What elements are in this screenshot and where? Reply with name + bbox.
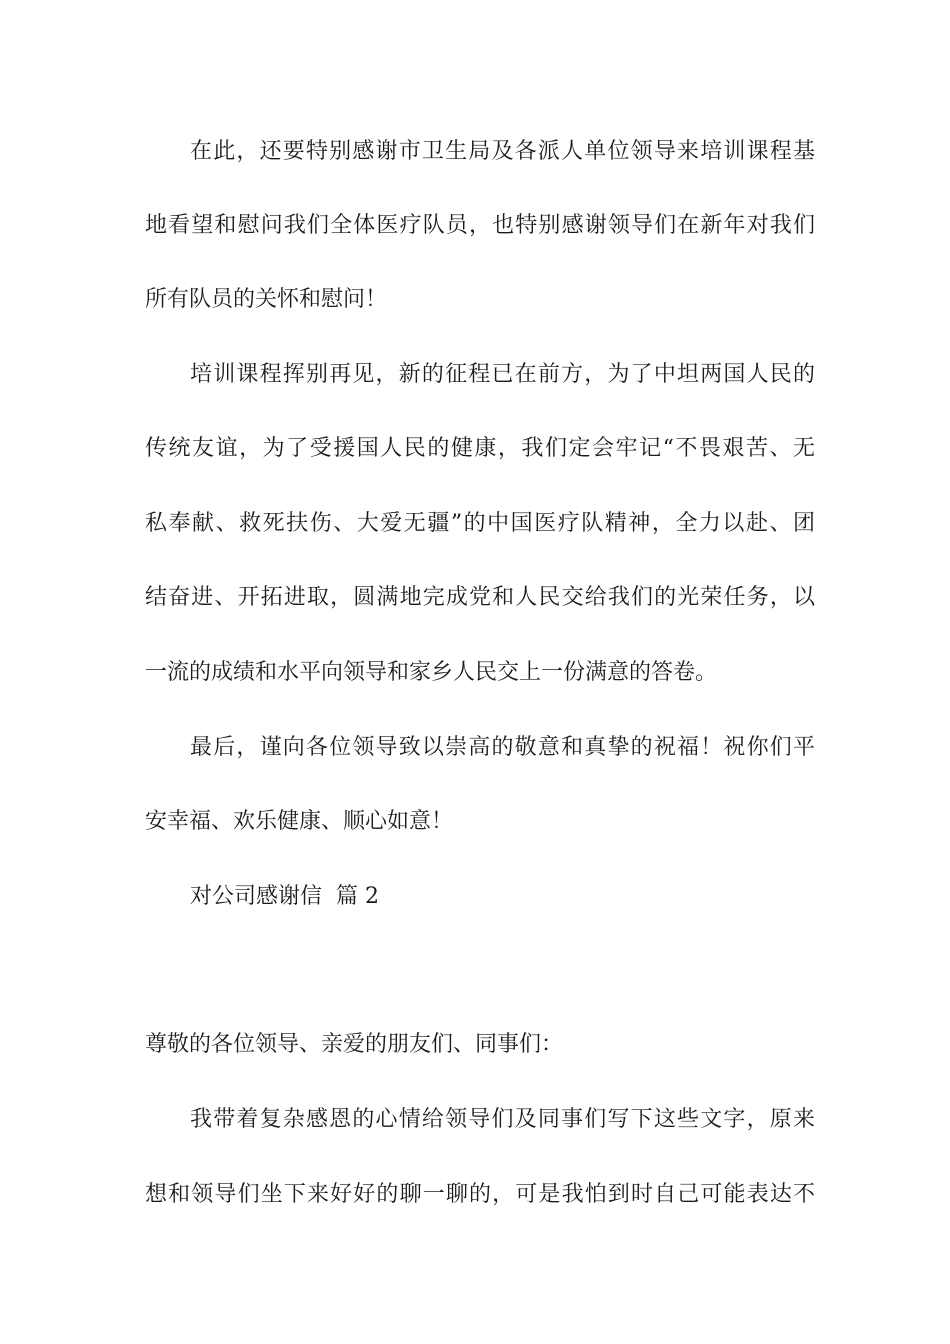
paragraph-line: 地看望和慰问我们全体医疗队员，也特别感谢领导们在新年对我们 [145,213,815,238]
paragraph-line: 安幸福、欢乐健康、顺心如意！ [145,809,454,834]
paragraph-line: 一流的成绩和水平向领导和家乡人民交上一份满意的答卷。 [145,660,718,685]
paragraph-line: 我带着复杂感恩的心情给领导们及同事们写下这些文字，原来 [190,1107,815,1132]
paragraph-line: 培训课程挥别再见，新的征程已在前方，为了中坦两国人民的 [190,362,815,387]
paragraph-line: 所有队员的关怀和慰问！ [145,287,388,312]
paragraph-line: 结奋进、开拓进取，圆满地完成党和人民交给我们的光荣任务，以 [145,585,815,610]
salutation-line: 尊敬的各位领导、亲爱的朋友们、同事们： [145,1032,564,1057]
paragraph-line: 私奉献、救死扶伤、大爱无疆”的中国医疗队精神，全力以赴、团 [145,511,815,536]
paragraph-line: 传统友谊，为了受援国人民的健康，我们定会牢记“不畏艰苦、无 [145,436,815,461]
paragraph-line: 最后，谨向各位领导致以崇高的敬意和真挚的祝福！祝你们平 [190,735,815,760]
section-heading: 对公司感谢信 篇 2 [190,884,379,909]
paragraph-line: 想和领导们坐下来好好的聊一聊的，可是我怕到时自己可能表达不 [145,1182,815,1207]
paragraph-line: 在此，还要特别感谢市卫生局及各派人单位领导来培训课程基 [190,139,815,164]
